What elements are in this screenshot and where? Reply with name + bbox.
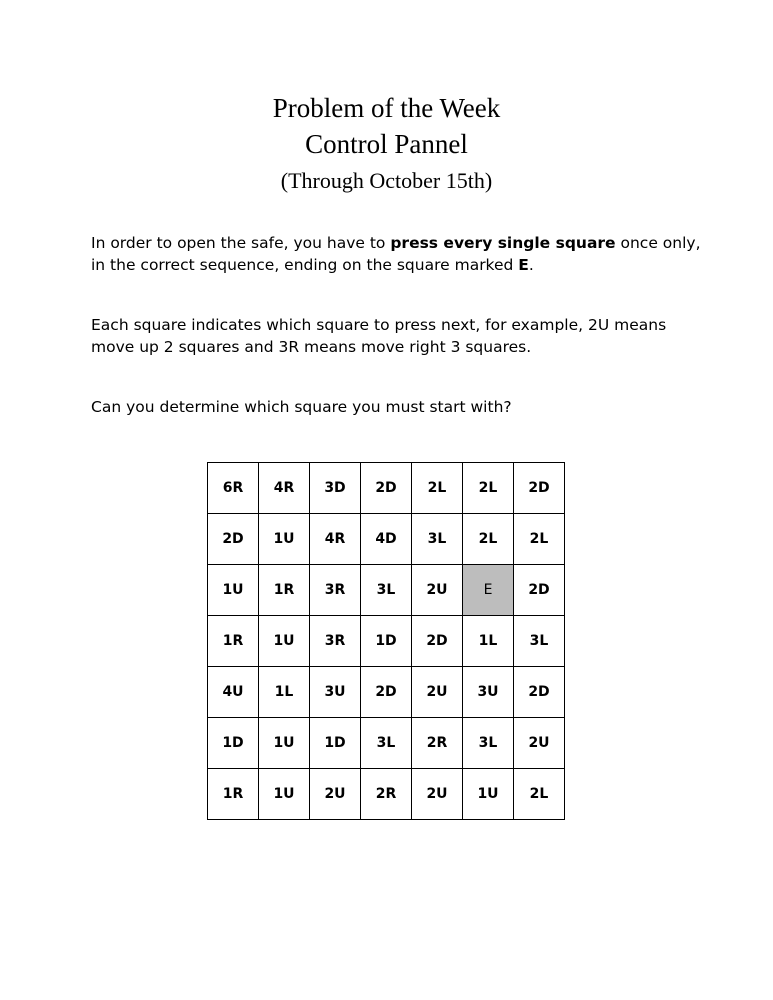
grid-cell[interactable]: 2U xyxy=(412,769,463,820)
grid-cell[interactable]: 3L xyxy=(412,514,463,565)
grid-cell[interactable]: 1U xyxy=(259,718,310,769)
grid-cell[interactable]: 1U xyxy=(463,769,514,820)
grid-cell[interactable]: 1L xyxy=(259,667,310,718)
grid-cell[interactable]: 2D xyxy=(361,463,412,514)
grid-cell[interactable]: 1L xyxy=(463,616,514,667)
grid-cell[interactable]: 1R xyxy=(259,565,310,616)
grid-cell[interactable]: 4U xyxy=(208,667,259,718)
grid-cell[interactable]: 1D xyxy=(361,616,412,667)
grid-cell[interactable]: 1U xyxy=(259,616,310,667)
grid-cell-end[interactable]: E xyxy=(463,565,514,616)
grid-row xyxy=(208,718,565,769)
grid-cell[interactable]: 3R xyxy=(310,565,361,616)
grid-cell[interactable]: 2U xyxy=(412,667,463,718)
grid-cell[interactable]: 2L xyxy=(514,769,565,820)
instruction-paragraph-2: Each square indicates which square to press next, for example, 2U means move up 2 squares and 3R means move right 3 squares. xyxy=(91,316,667,356)
page-title-line2: Control Pannel xyxy=(305,129,468,159)
instruction-paragraph-1 xyxy=(91,232,711,276)
grid-cell[interactable]: 4R xyxy=(310,514,361,565)
page-title: Problem of the Week xyxy=(272,93,501,123)
instruction-paragraph-3: Can you determine which square you must start with? xyxy=(91,398,512,416)
p1-text-e: . xyxy=(528,256,534,274)
title-block xyxy=(0,90,773,198)
grid-cell[interactable]: 2L xyxy=(463,463,514,514)
grid-cell[interactable]: 2U xyxy=(310,769,361,820)
grid-cell[interactable]: 1R xyxy=(208,616,259,667)
grid-cell[interactable]: 1U xyxy=(208,565,259,616)
grid-cell[interactable]: 2L xyxy=(412,463,463,514)
grid-row xyxy=(208,616,565,667)
grid-cell[interactable]: 2D xyxy=(514,667,565,718)
grid-cell[interactable]: 2R xyxy=(412,718,463,769)
grid-cell[interactable]: 4R xyxy=(259,463,310,514)
grid-cell[interactable]: 3L xyxy=(463,718,514,769)
grid-cell[interactable]: 2L xyxy=(514,514,565,565)
grid-cell[interactable]: 1R xyxy=(208,769,259,820)
p1-text-a: In order to open the safe, you have to xyxy=(91,234,391,252)
grid-row xyxy=(208,667,565,718)
grid-cell[interactable]: 3L xyxy=(514,616,565,667)
p1-emphasis: press every single square xyxy=(390,234,616,252)
grid-cell[interactable]: 1D xyxy=(310,718,361,769)
page-subtitle: (Through October 15th) xyxy=(280,168,493,193)
control-panel-grid xyxy=(207,462,565,820)
grid-cell[interactable]: 3U xyxy=(463,667,514,718)
grid-cell[interactable]: 2D xyxy=(514,565,565,616)
grid-cell[interactable]: 4D xyxy=(361,514,412,565)
grid-cell[interactable]: 1U xyxy=(259,769,310,820)
grid-row xyxy=(208,769,565,820)
grid-cell[interactable]: 2D xyxy=(361,667,412,718)
grid-cell[interactable]: 3R xyxy=(310,616,361,667)
grid-cell[interactable]: 2U xyxy=(412,565,463,616)
grid-cell[interactable]: 2U xyxy=(514,718,565,769)
grid-row xyxy=(208,514,565,565)
p1-text-c: once only, in the correct sequence, ending on the square marked xyxy=(91,234,701,274)
grid-cell[interactable]: 2R xyxy=(361,769,412,820)
grid-cell[interactable]: 6R xyxy=(208,463,259,514)
grid-cell[interactable]: 3L xyxy=(361,718,412,769)
grid-row xyxy=(208,463,565,514)
grid-cell[interactable]: 2D xyxy=(412,616,463,667)
grid-cell[interactable]: 2D xyxy=(514,463,565,514)
grid-cell[interactable]: 3U xyxy=(310,667,361,718)
grid-cell[interactable]: 1U xyxy=(259,514,310,565)
grid-cell[interactable]: 3D xyxy=(310,463,361,514)
grid-cell[interactable]: 2D xyxy=(208,514,259,565)
grid-row xyxy=(208,565,565,616)
grid-cell[interactable]: 3L xyxy=(361,565,412,616)
grid-cell[interactable]: 2L xyxy=(463,514,514,565)
p1-end-marker: E xyxy=(518,256,529,274)
grid-cell[interactable]: 1D xyxy=(208,718,259,769)
